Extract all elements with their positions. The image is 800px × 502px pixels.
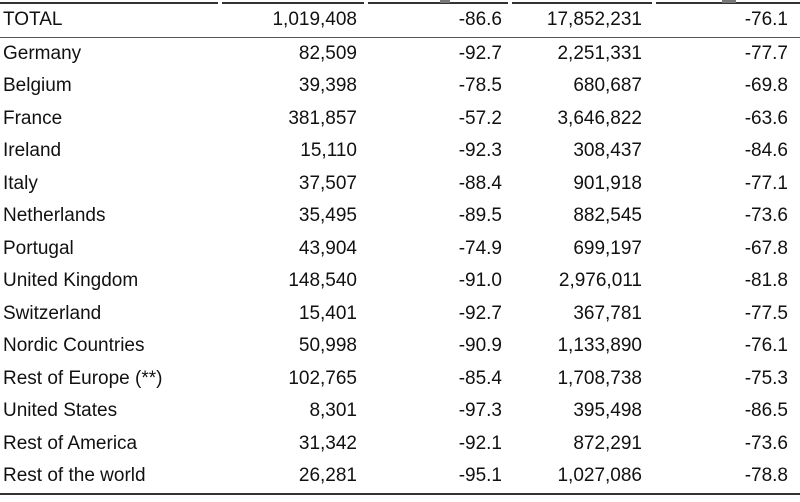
cell-value-3: 2,251,331 [557, 42, 642, 64]
row-label: France [3, 107, 63, 129]
cell-value-4: -78.8 [654, 460, 800, 494]
cell-value-3: 2,976,011 [558, 270, 642, 291]
table-row [0, 428, 800, 461]
table-row [0, 363, 800, 396]
row-label: TOTAL [0, 4, 220, 37]
table-row [0, 460, 800, 494]
cell-value-3: 882,545 [573, 205, 642, 226]
cell-value-1: 43,904 [298, 237, 357, 259]
cell-value-3: 395,498 [573, 400, 642, 421]
cell-value-2: -78.5 [458, 75, 502, 96]
cell-value-4: -73.6 [744, 432, 788, 454]
cell-value-2: -91.0 [458, 270, 502, 291]
table-row [0, 265, 800, 298]
cell-value-1: 8,301 [309, 400, 357, 421]
cell-value-1: 102,765 [288, 367, 357, 389]
cell-value-2: -88.4 [458, 172, 502, 194]
cropped-header-fragment [440, 0, 450, 3]
row-label: Ireland [3, 140, 62, 161]
cell-value-3: 680,687 [573, 75, 642, 96]
cell-value-1: 148,540 [288, 270, 357, 291]
cell-value-1: 39,398 [298, 75, 357, 96]
cell-value-1: 82,509 [298, 42, 357, 64]
cell-value-3: 872,291 [573, 432, 642, 454]
table-row-total [0, 4, 800, 37]
cell-value-1: 1,019,408 [220, 4, 365, 37]
cell-value-3: 1,133,890 [557, 335, 642, 356]
cell-value-1: 35,495 [298, 205, 357, 226]
row-label: Netherlands [3, 205, 106, 226]
row-label: Rest of America [3, 432, 138, 454]
row-label: Rest of the world [0, 460, 220, 494]
table-row [0, 168, 800, 201]
table-row [0, 330, 800, 363]
cell-value-4: -81.8 [744, 270, 788, 291]
cell-value-4: -69.8 [744, 75, 788, 96]
cell-value-2: -92.3 [458, 140, 502, 161]
cell-value-2: -85.4 [458, 367, 502, 389]
cell-value-1: 381,857 [288, 107, 357, 129]
row-label: Germany [3, 42, 82, 64]
cell-value-3: 1,027,086 [510, 460, 654, 494]
cell-value-4: -67.8 [744, 237, 788, 259]
country-statistics-table [0, 4, 800, 495]
table-row [0, 395, 800, 428]
cell-value-3: 1,708,738 [557, 367, 642, 389]
cell-value-3: 3,646,822 [557, 107, 642, 129]
cell-value-2: -57.2 [458, 107, 502, 129]
row-label: Italy [3, 172, 38, 194]
cell-value-3: 699,197 [573, 237, 642, 259]
cell-value-4: -73.6 [744, 205, 788, 226]
cell-value-1: 37,507 [298, 172, 357, 194]
row-label: Belgium [3, 75, 72, 96]
cell-value-2: -92.7 [458, 302, 502, 324]
row-label: Switzerland [3, 302, 102, 324]
cell-value-4: -86.5 [744, 400, 788, 421]
cell-value-4: -76.1 [744, 335, 788, 356]
cell-value-2: -95.1 [365, 460, 510, 494]
cell-value-4: -77.7 [744, 42, 788, 64]
cell-value-2: -97.3 [458, 400, 502, 421]
cell-value-3: 17,852,231 [510, 4, 654, 37]
cell-value-2: -86.6 [365, 4, 510, 37]
cell-value-1: 26,281 [220, 460, 365, 494]
row-label: Portugal [3, 237, 74, 259]
cell-value-4: -76.1 [654, 4, 800, 37]
cell-value-2: -74.9 [458, 237, 502, 259]
cell-value-3: 308,437 [573, 140, 642, 161]
table-row [0, 70, 800, 103]
table-body [0, 4, 800, 494]
cell-value-4: -77.5 [744, 302, 788, 324]
table-row [0, 233, 800, 266]
table-row [0, 37, 800, 70]
cell-value-2: -89.5 [458, 205, 502, 226]
table-row [0, 103, 800, 136]
cell-value-1: 31,342 [298, 432, 357, 454]
cell-value-2: -90.9 [458, 335, 502, 356]
row-label: Nordic Countries [3, 335, 145, 356]
cell-value-2: -92.1 [458, 432, 502, 454]
row-label: United Kingdom [3, 270, 139, 291]
table-row [0, 200, 800, 233]
cell-value-3: 901,918 [573, 172, 642, 194]
cell-value-1: 50,998 [298, 335, 357, 356]
cell-value-1: 15,401 [298, 302, 357, 324]
cell-value-4: -84.6 [744, 140, 788, 161]
cropped-header-fragment [722, 0, 736, 3]
table-row [0, 298, 800, 331]
cell-value-3: 367,781 [573, 302, 642, 324]
cell-value-4: -77.1 [744, 172, 788, 194]
cell-value-4: -63.6 [744, 107, 788, 129]
cell-value-2: -92.7 [458, 42, 502, 64]
cell-value-4: -75.3 [744, 367, 788, 389]
row-label: Rest of Europe (**) [3, 367, 163, 389]
row-label: United States [3, 400, 118, 421]
cell-value-1: 15,110 [300, 140, 357, 161]
table-row [0, 135, 800, 168]
